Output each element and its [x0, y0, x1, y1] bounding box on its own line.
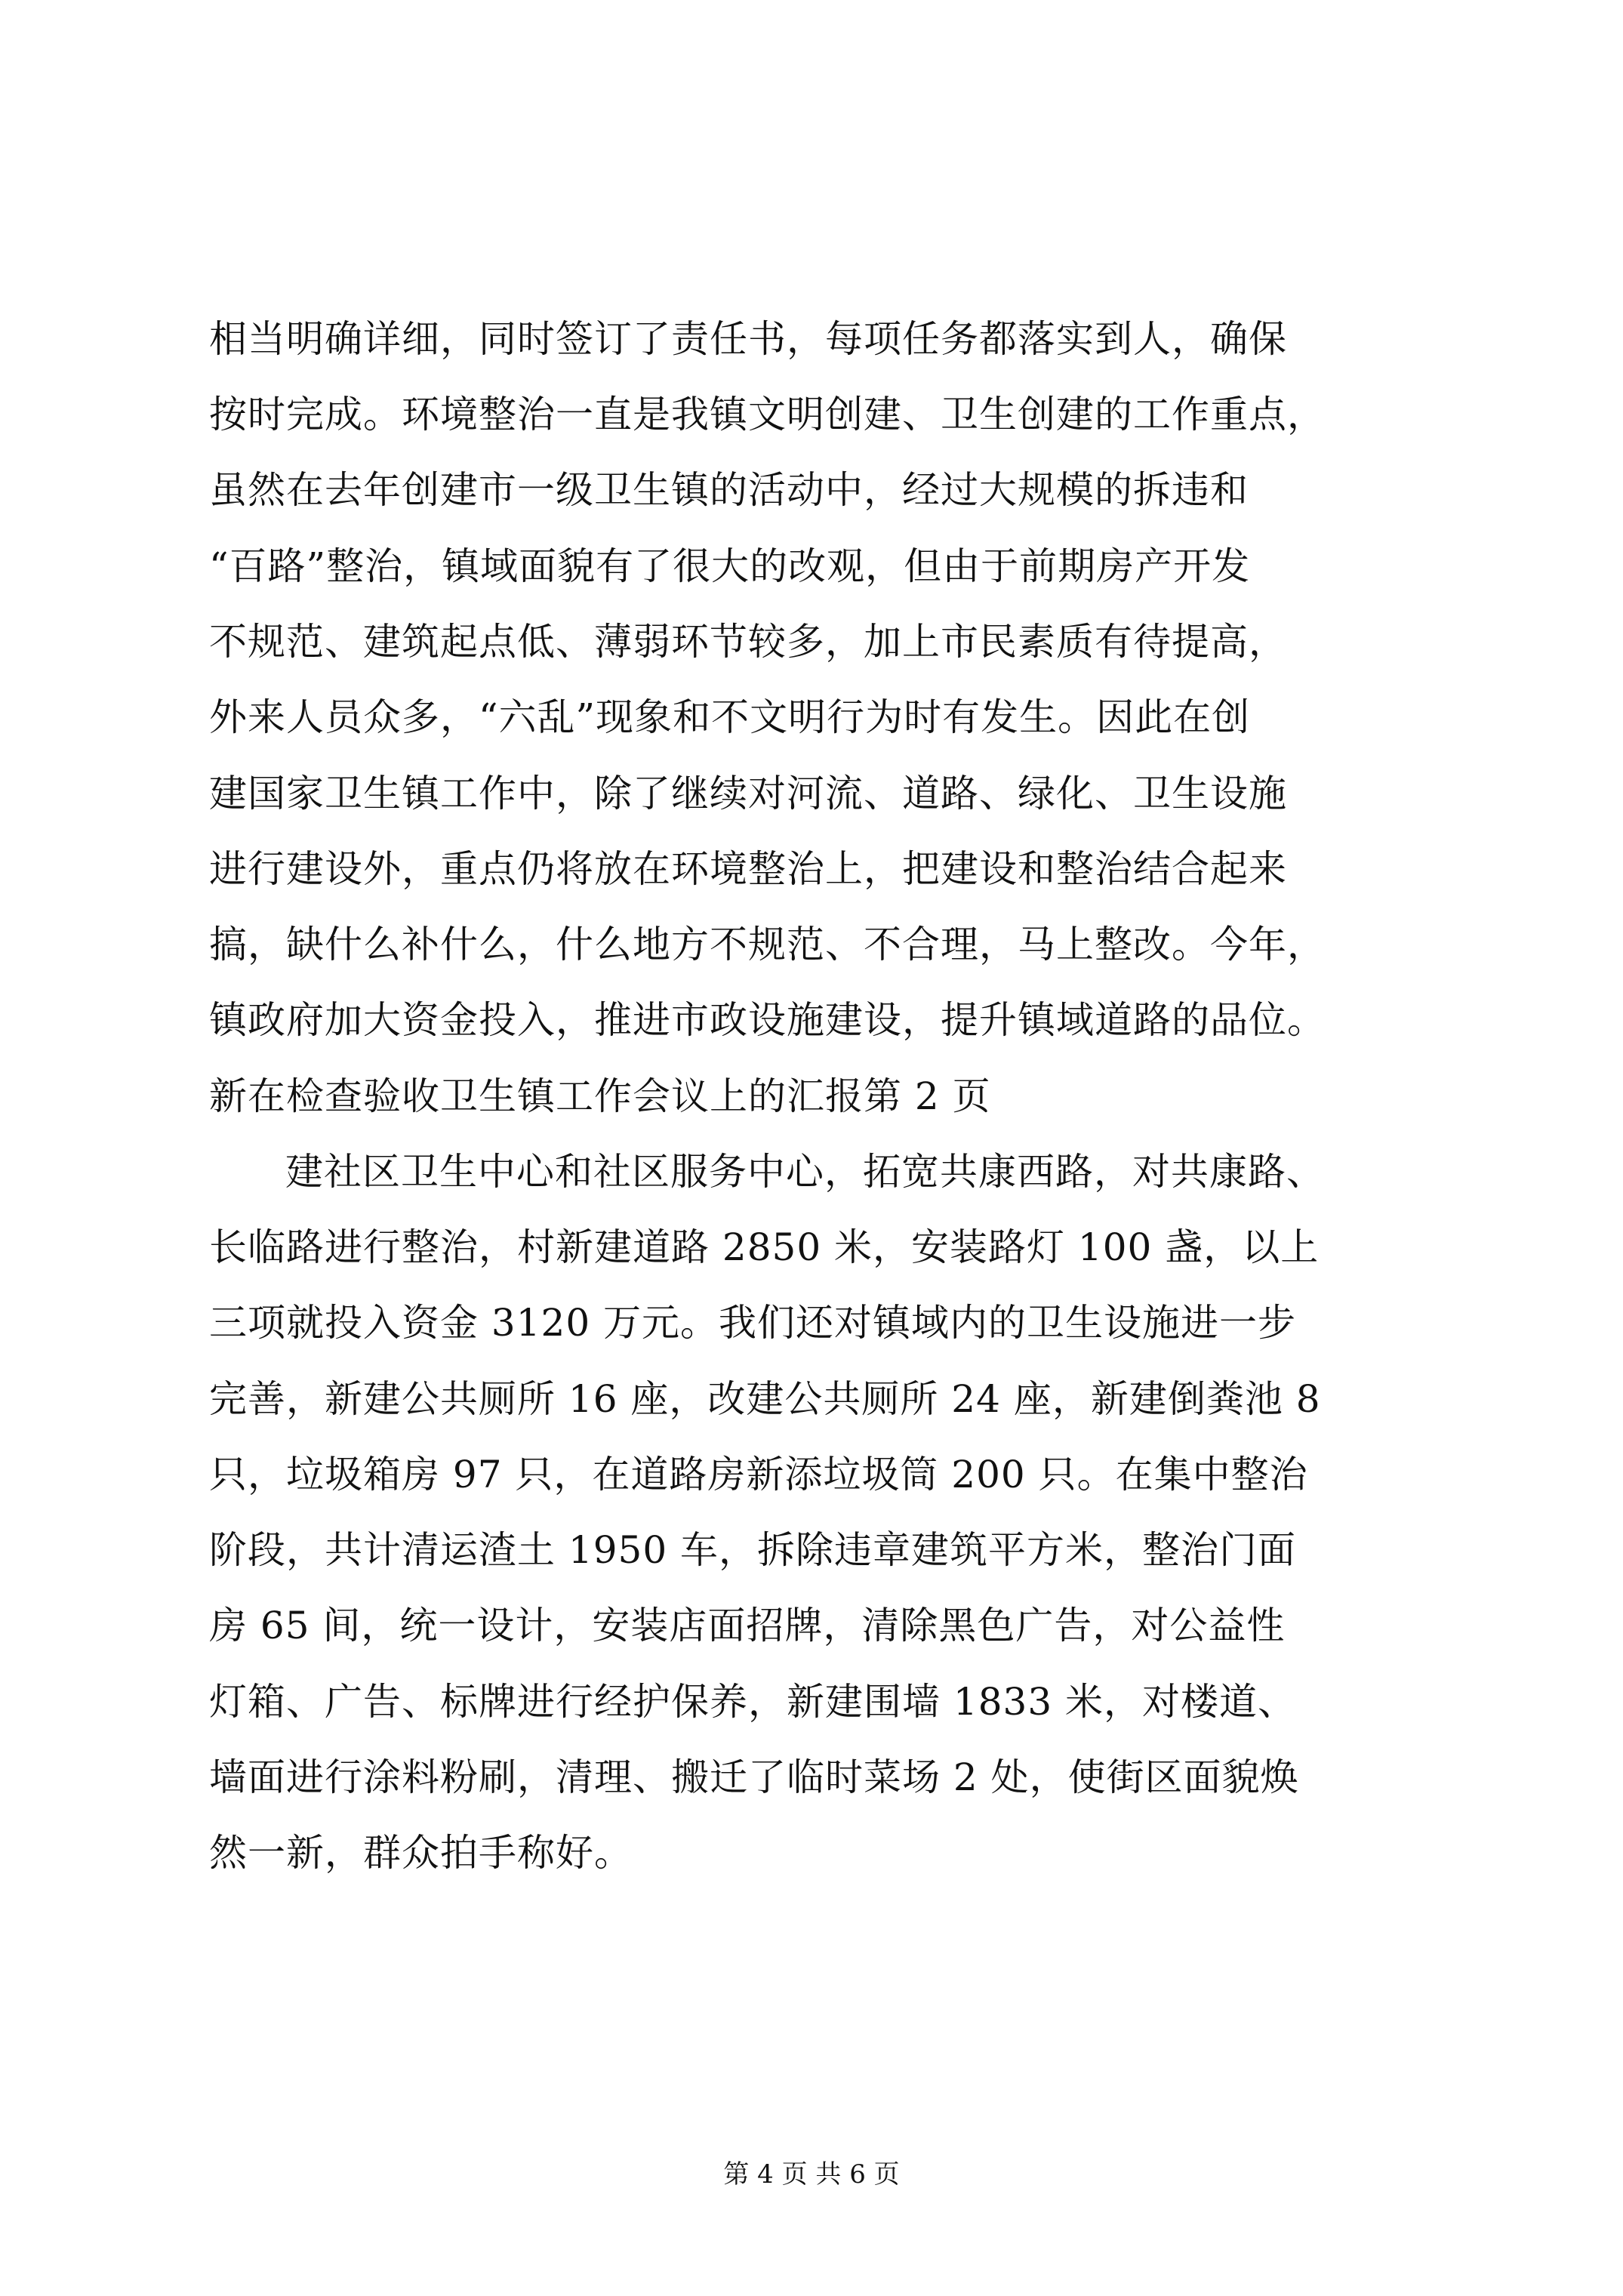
paragraph-line: 按时完成。环境整治一直是我镇文明创建、卫生创建的工作重点，: [209, 393, 1326, 436]
paragraph-line: 灯箱、广告、标牌进行经护保养，新建围墙 1833 米，对楼道、: [209, 1680, 1297, 1724]
paragraph-line: 进行建设外，重点仍将放在环境整治上，把建设和整治结合起来: [209, 847, 1287, 891]
paragraph-line: 虽然在去年创建市一级卫生镇的活动中，经过大规模的拆违和: [209, 468, 1249, 512]
paragraph-line: 搞，缺什么补什么，什么地方不规范、不合理，马上整改。今年，: [209, 923, 1326, 966]
paragraph-line: 三项就投入资金 3120 万元。我们还对镇域内的卫生设施进一步: [209, 1301, 1297, 1345]
paragraph-line: 房 65 间，统一设计，安装店面招牌，清除黑色广告，对公益性: [209, 1604, 1286, 1647]
page-footer: 第 4 页 共 6 页: [723, 2159, 900, 2190]
paragraph-line: 阶段，共计清运渣土 1950 车，拆除违章建筑平方米，整治门面: [209, 1528, 1297, 1572]
paragraph-line: 然一新，群众拍手称好。: [209, 1831, 633, 1875]
paragraph-line: 只，垃圾箱房 97 只，在道路房新添垃圾筒 200 只。在集中整治: [209, 1453, 1308, 1496]
paragraph-line: “百路”整治，镇域面貌有了很大的改观，但由于前期房产开发: [209, 544, 1251, 588]
paragraph-line: 不规范、建筑起点低、薄弱环节较多，加上市民素质有待提高，: [209, 620, 1287, 664]
paragraph-line: 完善，新建公共厕所 16 座，改建公共厕所 24 座，新建倒粪池 8: [209, 1377, 1321, 1421]
paragraph-line: 镇政府加大资金投入，推进市政设施建设，提升镇域道路的品位。: [209, 998, 1326, 1042]
paragraph-line: 建国家卫生镇工作中，除了继续对河流、道路、绿化、卫生设施: [209, 772, 1287, 815]
paragraph-line-indented: 建社区卫生中心和社区服务中心，拓宽共康西路，对共康路、: [285, 1150, 1325, 1194]
paragraph-line: 墙面进行涂料粉刷，清理、搬迁了临时菜场 2 处，使街区面貌焕: [209, 1755, 1299, 1799]
page-break-heading: 新在检查验收卫生镇工作会议上的汇报第 2 页: [209, 1074, 991, 1118]
paragraph-line: 相当明确详细，同时签订了责任书，每项任务都落实到人，确保: [209, 317, 1287, 361]
paragraph-line: 长临路进行整治，村新建道路 2850 米，安装路灯 100 盏，以上: [209, 1225, 1320, 1269]
paragraph-line: 外来人员众多，“六乱”现象和不文明行为时有发生。因此在创: [209, 695, 1251, 739]
